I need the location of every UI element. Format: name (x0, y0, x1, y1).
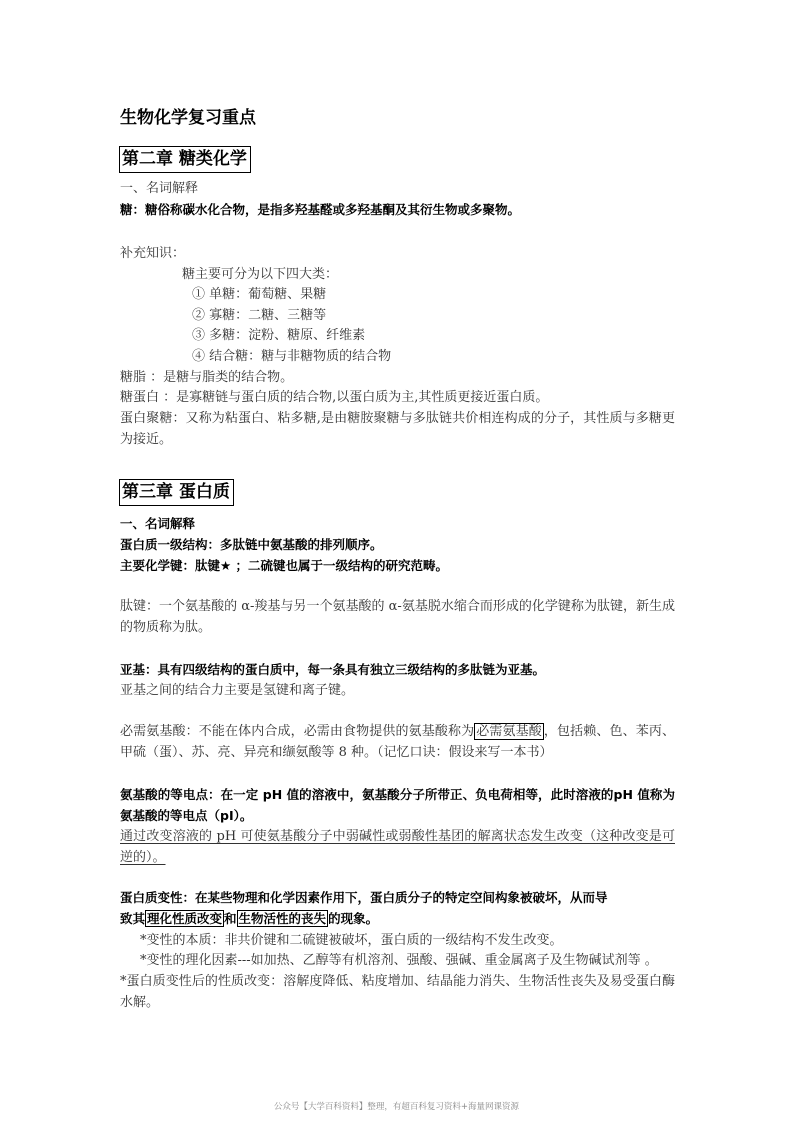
subunit-definition: 亚基：具有四级结构的蛋白质中，每一条具有独立三级结构的多肽链为亚基。 (120, 662, 546, 677)
isoelectric-point-note: 通过改变溶液的 pH 可使氨基酸分子中弱碱性或弱酸性基团的解离状态发生改变（这种改变是可逆的）。 (120, 829, 675, 865)
section-heading: 一、名词解释 (120, 181, 199, 196)
essential-aa-text: ，包括赖、色、苯丙、甲硫（蛋）、苏、亮、异亮和缬氨酸等 8 种。（记忆口诀：假设来写一本书） (120, 724, 675, 760)
essential-aa-text: 必需氨基酸：不能在体内合成，必需由食物提供的氨基酸称为 (120, 724, 475, 739)
list-item: ② 寡糖：二糖、三糖等 (192, 308, 327, 323)
list-item: ④ 结合糖：糖与非糖物质的结合物 (192, 349, 392, 364)
denaturation-text: 和 (224, 911, 237, 926)
chapter-2-heading: 第二章 糖类化学 (119, 146, 251, 173)
chapter-3-heading: 第三章 蛋白质 (119, 479, 234, 506)
boxed-term-physicochemical-change: 理化性质改变 (147, 911, 223, 926)
denaturation-text: 致其 (120, 911, 146, 926)
denaturation-text: 的现象。 (328, 911, 379, 926)
denaturation-essence: *变性的本质：非共价键和二硫键被破坏，蛋白质的一级结构不发生改变。 (140, 933, 563, 948)
denaturation-definition-line1: 蛋白质变性：在某些物理和化学因素作用下，蛋白质分子的特定空间构象被破坏，从而导 (120, 890, 608, 905)
glycolipid-definition: 糖脂 ：是糖与脂类的结合物。 (120, 370, 294, 385)
sugar-definition: 糖：糖俗称碳水化合物，是指多羟基醛或多羟基酮及其衍生物或多聚物。 (120, 202, 521, 217)
boxed-term-bioactivity-loss: 生物活性的丧失 (238, 911, 327, 926)
supplement-label: 补充知识： (120, 246, 186, 261)
classes-intro: 糖主要可分为以下四大类： (182, 267, 339, 282)
list-item: ③ 多糖：淀粉、糖原、纤维素 (192, 328, 366, 343)
main-bond-note: 主要化学键：肽键★ ；二硫键也属于一级结构的研究范畴。 (120, 558, 449, 573)
essential-aa-boxed-term: 必需氨基酸 (476, 724, 542, 739)
essential-amino-acid-definition (120, 721, 675, 763)
denaturation-definition-line2 (120, 909, 378, 927)
denaturation-factors: *变性的理化因素---如加热、乙醇等有机溶剂、强酸、强碱、重金属离子及生物碱试剂等 。 (140, 953, 658, 968)
proteoglycan-definition: 蛋白聚糖：又称为粘蛋白、粘多糖,是由糖胺聚糖与多肽链共价相连构成的分子，其性质与多糖更为接近。 (120, 411, 675, 447)
section-heading: 一、名词解释 (120, 516, 196, 531)
primary-structure-definition: 蛋白质一级结构：多肽链中氨基酸的排列顺序。 (120, 537, 383, 552)
denaturation-property-changes: *蛋白质变性后的性质改变：溶解度降低、粘度增加、结晶能力消失、生物活性丧失及易受蛋白酶水解。 (120, 974, 675, 1010)
document-title: 生物化学复习重点 (120, 108, 256, 128)
isoelectric-point-definition: 氨基酸的等电点：在一定 pH 值的溶液中，氨基酸分子所带正、负电荷相等，此时溶液的pH 值称为氨基酸的等电点（pI）。 (120, 787, 675, 823)
glycoprotein-definition: 糖蛋白 ：是寡糖链与蛋白质的结合物,以蛋白质为主,其性质更接近蛋白质。 (120, 390, 549, 405)
list-item: ① 单糖：葡萄糖、果糖 (192, 287, 327, 302)
subunit-force-note: 亚基之间的结合力主要是氢键和离子键。 (120, 683, 355, 698)
peptide-bond-definition: 肽键：一个氨基酸的 α-羧基与另一个氨基酸的 α-氨基脱水缩合而形成的化学键称为肽键，新生成的物质称为肽。 (120, 599, 675, 635)
footer-watermark: 公众号【大学百科资料】整理，有超百科复习资料+海量网课资源 (273, 1102, 520, 1112)
